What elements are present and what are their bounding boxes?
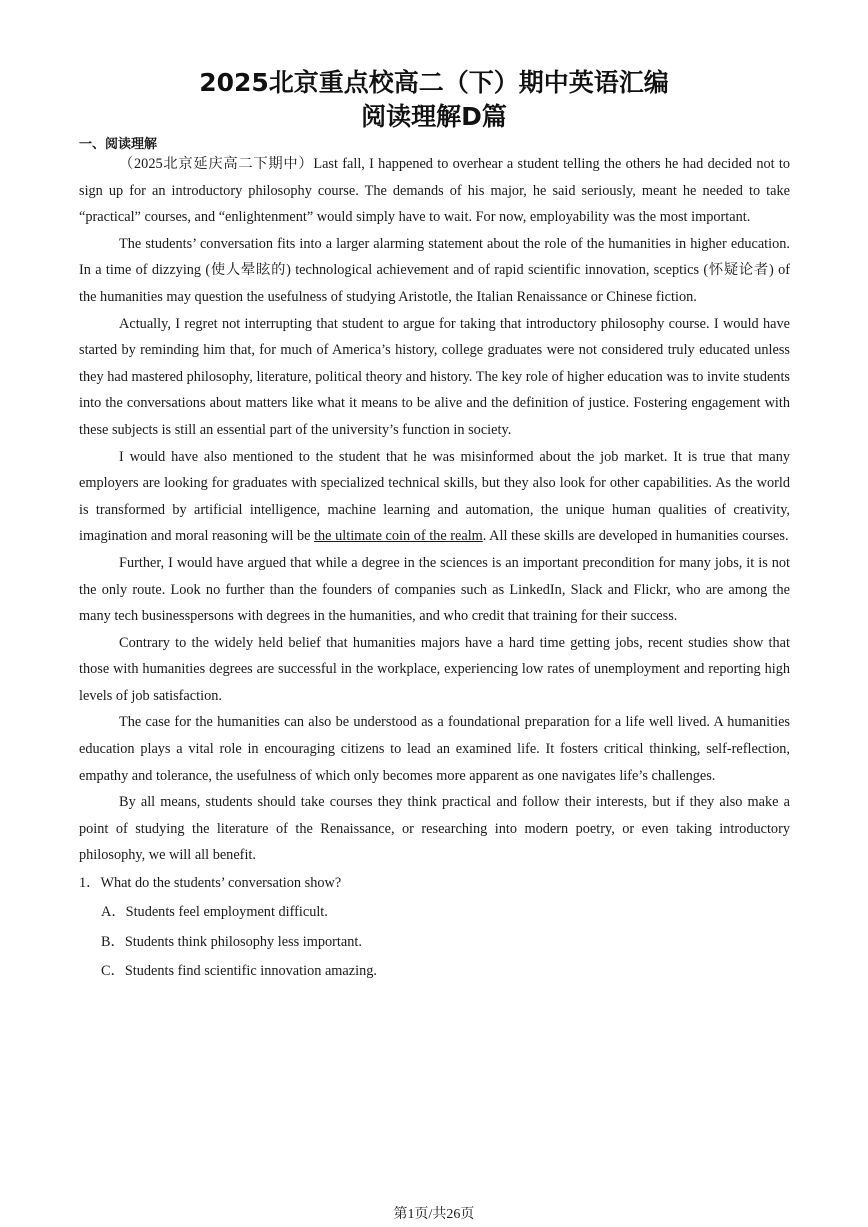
option-b: B．Students think philosophy less important. (101, 933, 362, 950)
paragraph-4-text-a: I would have also mentioned to the student that he was misinformed about the job market. It is true that many employers are looking for graduates with specialized technical skills, but they also look for other capabilities. As the world is transformed by artificial intelligence, machine learning and automation, the unique human qualities of creativity, imagination and moral reasoning will be (79, 448, 790, 545)
passage-body (79, 151, 790, 987)
paragraph-7: The case for the humanities can also be understood as a foundational preparation for a life well lived. A humanities education plays a vital role in encouraging citizens to lead an examined life. It fosters critical thinking, self-reflection, empathy and tolerance, the usefulness of which only becomes more apparent as one navigates life’s challenges. (79, 714, 790, 784)
paragraph-4-text-b: . All these skills are developed in humanities courses. (482, 528, 789, 545)
paragraph-5: Further, I would have argued that while a degree in the sciences is an important precondition for many jobs, it is not the only route. Look no further than the founders of companies such as LinkedIn, Slack and Flickr, who are among the many tech businesspersons with degrees in the humanities, and who credit that training for their success. (79, 554, 790, 625)
question-1-stem: 1．What do the students’ conversation show? (79, 875, 342, 892)
option-c: C．Students find scientific innovation amazing. (101, 963, 377, 980)
paragraph-1-text: Last fall, I happened to overhear a student telling the others he had decided not to sign up for an introductory philosophy course. The demands of his major, he said seriously, meant he needed to take “practical” courses, and “enlightenment” would simply have to wait. For now, employability was the most important. (79, 156, 790, 226)
document-title: 2025北京重点校高二（下）期中英语汇编 (199, 68, 669, 97)
page-number: 第1页/共26页 (393, 1207, 475, 1222)
paragraph-8: By all means, students should take courses they think practical and follow their interests, but if they also make a point of studying the literature of the Renaissance, or researching into modern poetry, or even taking introductory philosophy, we will all benefit. (79, 794, 790, 864)
document-subtitle: 阅读理解D篇 (361, 102, 507, 131)
underlined-phrase: the ultimate coin of the realm (314, 528, 483, 545)
question-1-options (79, 898, 790, 987)
paragraph-6: Contrary to the widely held belief that humanities majors have a hard time getting jobs, recent studies show that those with humanities degrees are successful in the workplace, experiencing low rates of unemployment and reporting high levels of job satisfaction. (79, 634, 790, 704)
section-heading: 一、阅读理解 (79, 137, 158, 152)
option-a: A．Students feel employment difficult. (101, 904, 328, 921)
paragraph-2: The students’ conversation fits into a larger alarming statement about the role of the humanities in higher education. In a time of dizzying (使人晕眩的) technological achievement and of rapid scientific innovation, sceptics (怀疑论者) of the humanities may question the usefulness of studying Aristotle, the Italian Renaissance or Chinese fiction. (79, 235, 790, 305)
paragraph-3: Actually, I regret not interrupting that student to argue for taking that introductory philosophy course. I would have started by reminding him that, for much of America’s history, college graduates were not considered truly educated unless they had mastered philosophy, literature, political theory and history. The key role of higher education was to invite students into the conversations about matters like what it means to be alive and the definition of justice. Fostering engagement with these subjects is still an essential part of the university’s function in society. (79, 315, 790, 438)
paragraph-1 (79, 151, 790, 231)
passage-source: （2025北京延庆高二下期中） (119, 156, 314, 172)
paragraph-4 (79, 444, 790, 550)
